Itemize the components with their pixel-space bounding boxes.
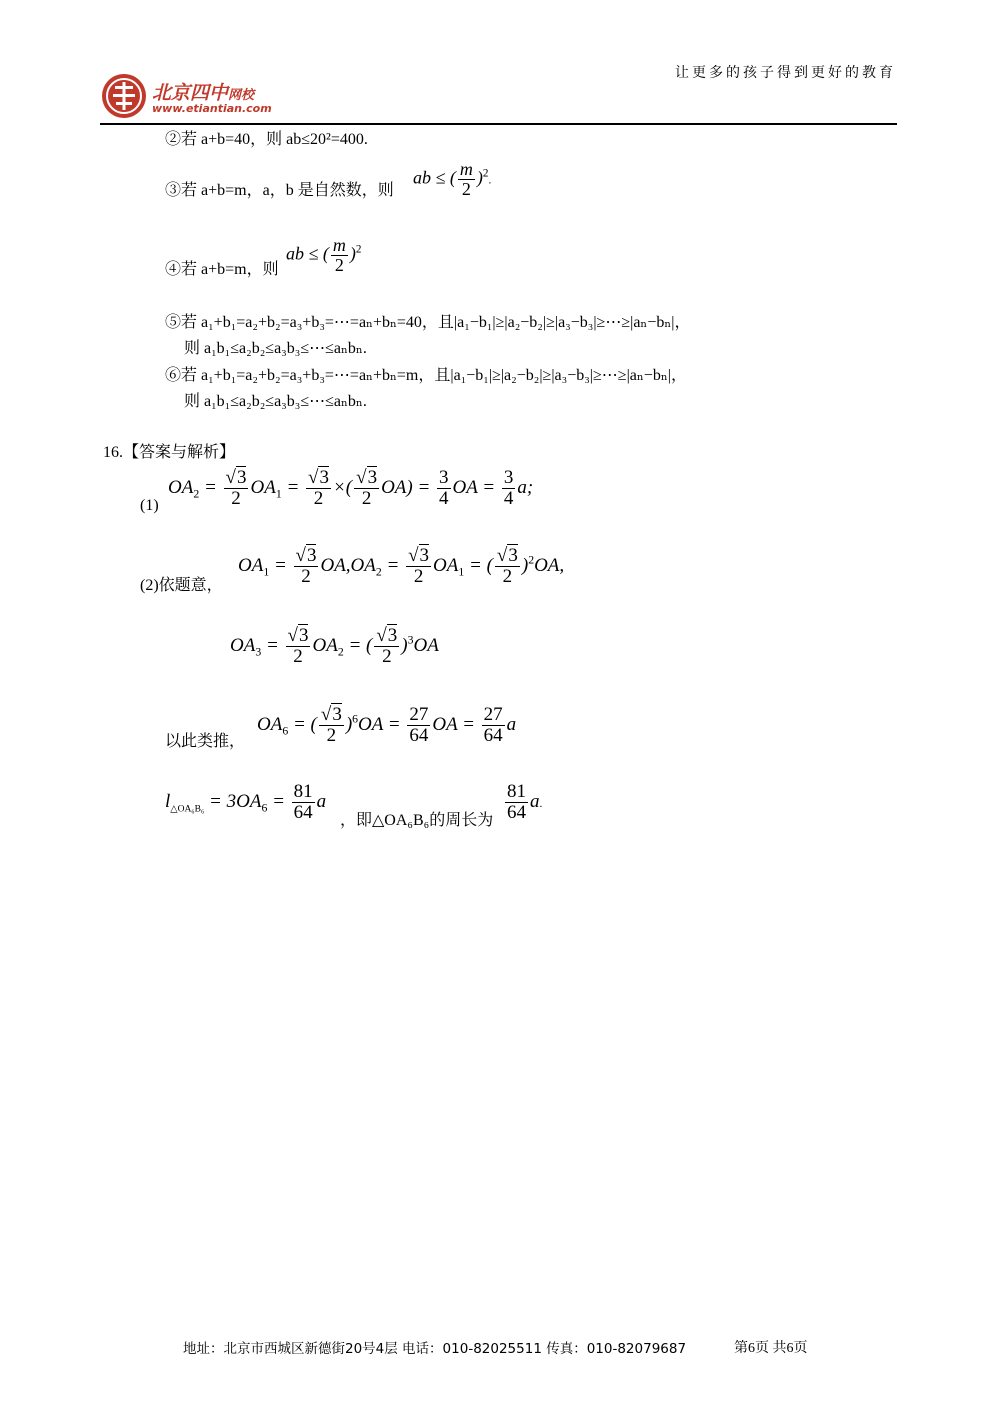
item-4-formula: ab ≤ ( $\frac{m}{2}$ )$^2$ <box>286 235 362 275</box>
brand-name: 北京四中网校 <box>152 82 255 104</box>
item-6-line-2: 则 a₁b₁≤a₂b₂≤a₃b₃≤⋯≤aₙbₙ. <box>184 393 367 410</box>
part-2-equation-2: $OA_3$ = $\frac{√3}{2}$ $OA_2$ = ( $\frac{√3}{2}$ )$^3$OA <box>230 625 439 667</box>
part-1-label: (1) <box>140 497 159 514</box>
item-3-text: ③若 a+b=m，a，b 是自然数，则 <box>165 182 394 199</box>
conclusion-text: ，即△OA₆B₆的周长为 <box>340 812 494 829</box>
conclusion-value: $\frac{81}{64}$ a. <box>507 781 543 823</box>
header-rule <box>100 123 897 125</box>
header-logo <box>100 72 290 122</box>
item-4-text: ④若 a+b=m，则 <box>165 261 279 278</box>
item-3 <box>165 181 394 201</box>
part-2-equation-1: $OA_1$ = $\frac{√3}{2}$ $OA,OA_2$ = $\frac{√3}{2}$ $OA_1$ = ( $\frac{√3}{2}$ )$^2$OA, <box>238 545 565 587</box>
deduce-equation: $OA_6$ = ( $\frac{√3}{2}$ )$^6$OA = $\frac{27}{64}$ OA = $\frac{27}{64}$ a <box>257 704 517 746</box>
footer-page-info: 第6页 共6页 <box>734 1341 808 1356</box>
item-2: ②若 a+b=40，则 ab≤20²=400. <box>165 131 368 148</box>
item-6-line-1: ⑥若 a₁+b₁=a₂+b₂=a₃+b₃=⋯=aₙ+bₙ=m，且|a₁−b₁|≥|a₂−b₂|≥|a₃−b₃|≥⋯≥|aₙ−bₙ|， <box>165 367 687 384</box>
perimeter-equation: $l_{\triangle OA_6B_6} = 3OA_6$ = $\frac{81}{64}$ a <box>165 781 327 823</box>
item-3-formula: ab ≤ ( $\frac{m}{2}$ )$^2$. <box>413 159 492 199</box>
item-4 <box>165 260 279 280</box>
footer-address: 地址：北京市西城区新德街20号4层 电话：010-82025511 传真：010-82079687 <box>183 1341 687 1357</box>
answer-heading: 16.【答案与解析】 <box>103 444 236 461</box>
brand-website: www.etiantian.com <box>152 102 272 115</box>
logo-seal-icon <box>100 72 148 120</box>
deduce-label: 以此类推， <box>165 733 246 750</box>
item-5-line-2: 则 a₁b₁≤a₂b₂≤a₃b₃≤⋯≤aₙbₙ. <box>184 340 367 357</box>
part-1-equation: $OA_2$ = $\frac{√3}{2}$ $OA_1$ = $\frac{√3}{2}$ ×( $\frac{√3}{2}$ OA) = $\frac{3}{4}$ OA = $\frac{3}{4}$ a; <box>168 467 534 509</box>
part-2-label: (2)依题意， <box>140 577 223 594</box>
item-5-line-1: ⑤若 a₁+b₁=a₂+b₂=a₃+b₃=⋯=aₙ+bₙ=40，且|a₁−b₁|≥|a₂−b₂|≥|a₃−b₃|≥⋯≥|aₙ−bₙ|， <box>165 314 691 331</box>
header-slogan: 让更多的孩子得到更好的教育 <box>675 65 896 81</box>
